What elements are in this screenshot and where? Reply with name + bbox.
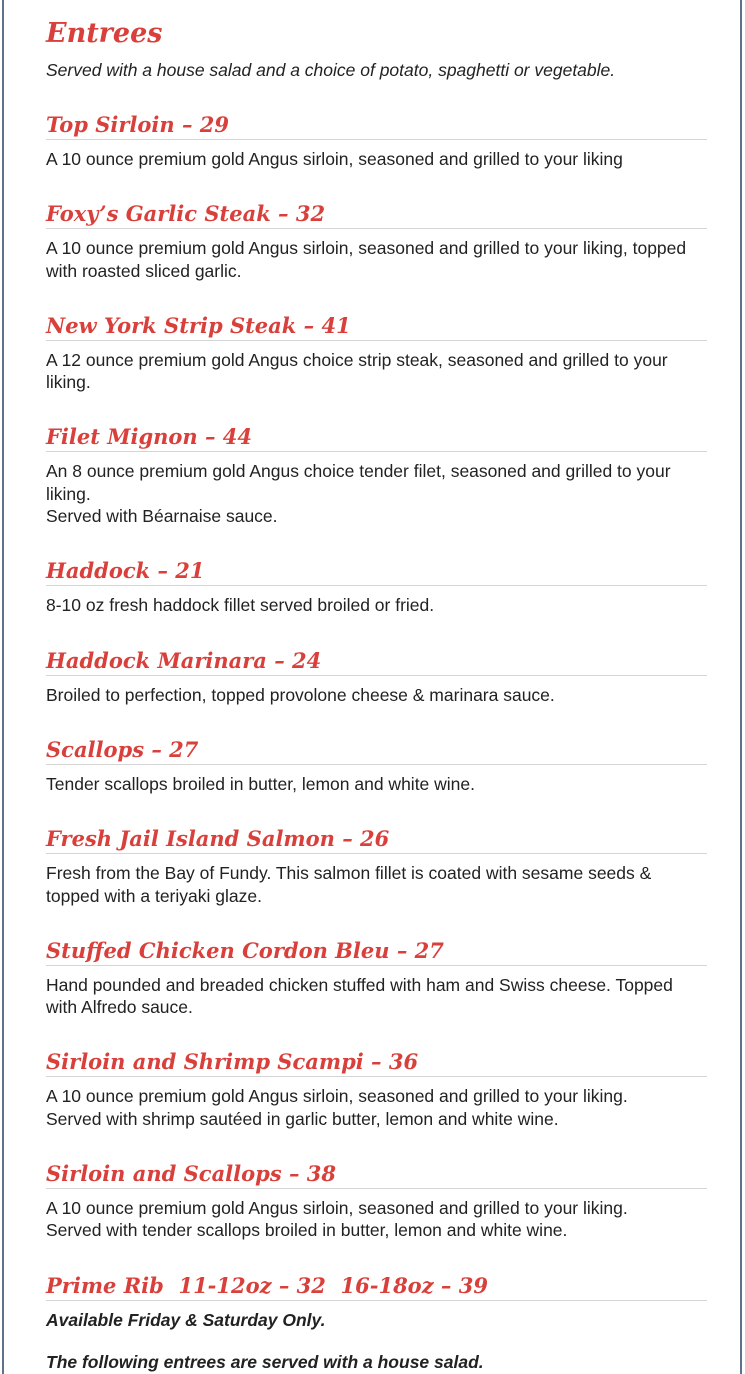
description-line: Tender scallops broiled in butter, lemon and white wine. — [46, 773, 475, 794]
menu-item-title: Scallops – 27 — [46, 736, 707, 765]
menu-item-description — [46, 1309, 707, 1331]
description-line: A 12 ounce premium gold Angus choice strip steak, seasoned and grilled to your liking. — [46, 349, 668, 393]
menu-item — [46, 736, 707, 795]
description-line: A 10 ounce premium gold Angus sirloin, seasoned and grilled to your liking. — [46, 1086, 628, 1107]
menu-item-description — [46, 349, 707, 394]
description-line: Broiled to perfection, topped provolone cheese & marinara sauce. — [46, 684, 555, 705]
description-line: Fresh from the Bay of Fundy. This salmon fillet is coated with sesame seeds & topped with a teriyaki glaze. — [46, 863, 652, 906]
menu-item-title: Sirloin and Shrimp Scampi – 36 — [46, 1048, 707, 1077]
page-frame — [2, 0, 742, 1374]
description-line: 8-10 oz fresh haddock fillet served broiled or fried. — [46, 595, 435, 616]
menu-item — [46, 423, 707, 527]
menu-item — [46, 1272, 707, 1331]
description-line: Served with tender scallops broiled in butter, lemon and white wine. — [46, 1220, 568, 1241]
menu-item — [46, 1160, 707, 1242]
menu-item — [46, 1048, 707, 1130]
menu-item — [46, 937, 707, 1019]
menu-item — [46, 557, 707, 616]
menu-item-description — [46, 237, 707, 282]
description-line: Hand pounded and breaded chicken stuffed with ham and Swiss cheese. Topped with Alfredo sauce. — [46, 974, 673, 1018]
menu-item-title: Prime Rib 11-12oz – 32 16-18oz – 39 — [46, 1272, 707, 1301]
menu-item — [46, 312, 707, 394]
menu-item-description — [46, 1085, 707, 1130]
description-line: Served with shrimp sautéed in garlic butter, lemon and white wine. — [46, 1108, 559, 1129]
menu-item-description — [46, 148, 707, 170]
menu-item-description — [46, 684, 707, 706]
menu-item — [46, 200, 707, 282]
menu-item-description — [46, 1197, 707, 1242]
menu-item-title: Filet Mignon – 44 — [46, 423, 707, 452]
menu-item-list — [46, 111, 707, 1331]
menu-item — [46, 647, 707, 706]
description-line: Available Friday & Saturday Only. — [46, 1309, 326, 1330]
description-line: Served with Béarnaise sauce. — [46, 506, 278, 527]
menu-item-description — [46, 773, 707, 795]
menu-item-description — [46, 460, 707, 527]
menu-item — [46, 111, 707, 170]
menu-content — [46, 14, 707, 1373]
description-line: A 10 ounce premium gold Angus sirloin, seasoned and grilled to your liking. — [46, 1198, 628, 1219]
menu-item-title: Stuffed Chicken Cordon Bleu – 27 — [46, 937, 707, 966]
menu-item-title: Haddock Marinara – 24 — [46, 647, 707, 676]
menu-item-title: Top Sirloin – 29 — [46, 111, 707, 140]
description-line: A 10 ounce premium gold Angus sirloin, seasoned and grilled to your liking, topped with roasted sliced garlic. — [46, 238, 687, 281]
menu-item-description — [46, 974, 707, 1019]
menu-item-title: New York Strip Steak – 41 — [46, 312, 707, 341]
menu-item — [46, 825, 707, 907]
trailing-note: The following entrees are served with a house salad. — [46, 1351, 484, 1372]
menu-item-description — [46, 862, 707, 907]
description-line: An 8 ounce premium gold Angus choice tender filet, seasoned and grilled to your liking. — [46, 461, 671, 504]
menu-item-description — [46, 594, 707, 616]
menu-item-title: Foxy’s Garlic Steak – 32 — [46, 200, 707, 229]
menu-item-title: Sirloin and Scallops – 38 — [46, 1160, 707, 1189]
menu-item-title: Fresh Jail Island Salmon – 26 — [46, 825, 707, 854]
menu-item-title: Haddock – 21 — [46, 557, 707, 586]
description-line: A 10 ounce premium gold Angus sirloin, seasoned and grilled to your liking — [46, 149, 623, 169]
section-intro: Served with a house salad and a choice of potato, spaghetti or vegetable. — [46, 60, 616, 80]
section-title: Entrees — [46, 18, 163, 49]
